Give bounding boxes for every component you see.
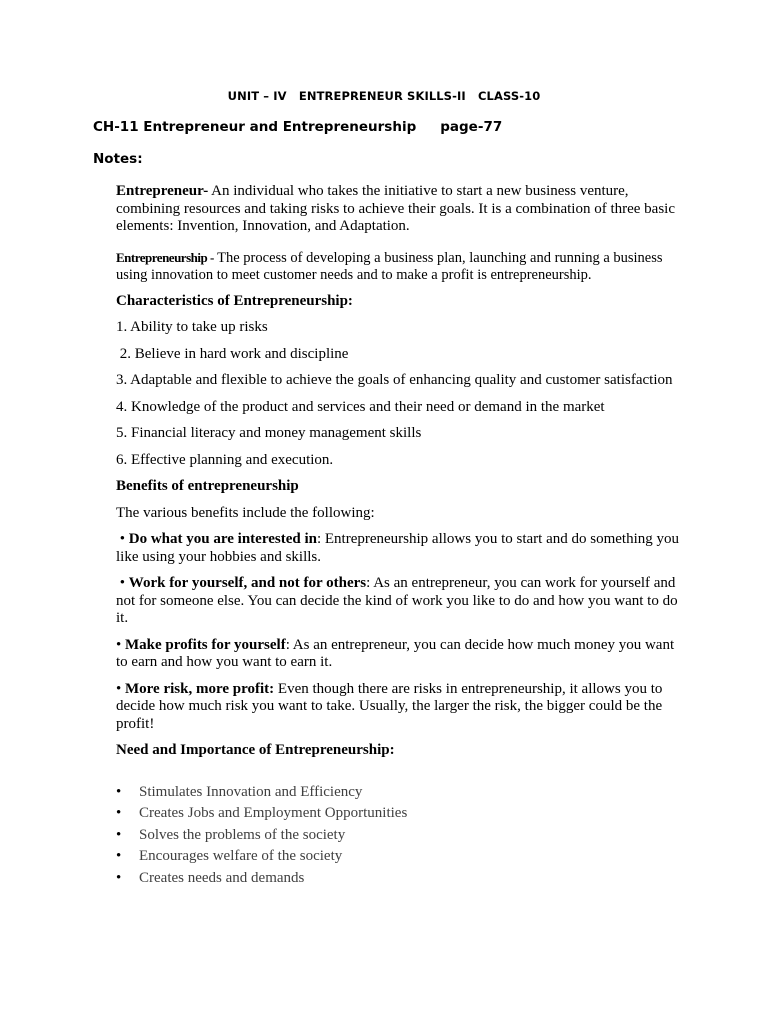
- bullet-icon: •: [116, 783, 122, 800]
- bullet-icon: •: [116, 848, 122, 864]
- chapter-page: page-77: [440, 119, 503, 135]
- characteristics-heading: Characteristics of Entrepreneurship:: [116, 292, 353, 309]
- definition-term: Entrepreneurship -: [116, 249, 214, 265]
- characteristic-item: 3. Adaptable and flexible to achieve the goals of enhancing quality and customer satisfaction: [116, 372, 673, 388]
- need-list: [116, 782, 681, 890]
- benefit-term: Do what you are interested in: [128, 531, 317, 547]
- definition-text: The process of developing a business plan, launching and running a business using innovation to meet customer needs and to make a profit is entrepreneurship.: [116, 249, 663, 283]
- notes-label: Notes:: [93, 151, 143, 167]
- benefit-item: • Make profits for yourself: As an entrepreneur, you can decide how much money you want to earn and how you want to earn it.: [116, 636, 678, 670]
- benefit-item: • Work for yourself, and not for others: As an entrepreneur, you can work for yourself and not for someone else. You can decide the kind of work you like to do and how you want to do it.: [116, 575, 682, 626]
- benefit-item: • Do what you are interested in: Entrepreneurship allows you to start and do something you like using your hobbies and skills.: [116, 531, 683, 565]
- benefit-term: Make profits for yourself: [125, 636, 286, 653]
- unit-header: UNIT – IV ENTREPRENEUR SKILLS-II CLASS-10: [227, 89, 541, 103]
- need-heading: Need and Importance of Entrepreneurship:: [116, 742, 395, 758]
- definition-entrepreneur: [116, 183, 681, 236]
- list-item: • Solves the problems of the society: [116, 825, 681, 847]
- benefits-intro: The various benefits include the following:: [116, 504, 375, 521]
- notes-content: [116, 183, 681, 889]
- characteristic-item: 2. Believe in hard work and discipline: [116, 345, 349, 362]
- characteristic-item: 4. Knowledge of the product and services and their need or demand in the market: [116, 398, 605, 415]
- bullet-icon: •: [116, 869, 122, 886]
- definition-entrepreneurship: [116, 249, 681, 284]
- bullet-icon: •: [116, 805, 122, 821]
- bullet-icon: •: [116, 826, 122, 843]
- benefit-text: : As an entrepreneur, you can work for yourself and not for someone else. You can decide the kind of work you like to do and how you want to do it.: [116, 575, 682, 626]
- characteristic-item: 6. Effective planning and execution.: [116, 451, 334, 468]
- benefit-text: : As an entrepreneur, you can decide how much money you want to earn and how you want to earn it.: [116, 636, 678, 670]
- list-item: • Stimulates Innovation and Efficiency: [116, 782, 681, 804]
- benefit-text: : Entrepreneurship allows you to start and do something you like using your hobbies and skills.: [116, 531, 683, 565]
- characteristic-item: 1. Ability to take up risks: [116, 319, 268, 335]
- list-item: • Creates needs and demands: [116, 868, 681, 890]
- list-item: • Encourages welfare of the society: [116, 846, 681, 868]
- chapter-title-line: [93, 119, 502, 135]
- definition-text: An individual who takes the initiative to start a new business venture, combining resources and taking risks to achieve their goals. It is a combination of three basic elements: Invention, Innovation, and Adaptation.: [116, 183, 676, 234]
- benefit-item: • More risk, more profit: Even though there are risks in entrepreneurship, it allows you to decide how much risk you want to take. Usually, the larger the risk, the bigger could be the profit!: [116, 680, 667, 732]
- definition-term: Entrepreneur-: [116, 183, 209, 199]
- benefit-term: More risk, more profit:: [125, 680, 275, 697]
- characteristic-item: 5. Financial literacy and money management skills: [116, 425, 422, 441]
- chapter-title: CH-11 Entrepreneur and Entrepreneurship: [93, 119, 417, 135]
- list-item: • Creates Jobs and Employment Opportunities: [116, 803, 681, 825]
- benefits-heading: Benefits of entrepreneurship: [116, 478, 299, 494]
- benefit-term: Work for yourself, and not for others: [128, 575, 367, 591]
- benefit-text: Even though there are risks in entrepreneurship, it allows you to decide how much risk you want to take. Usually, the larger the risk, the bigger could be the profit!: [116, 680, 667, 732]
